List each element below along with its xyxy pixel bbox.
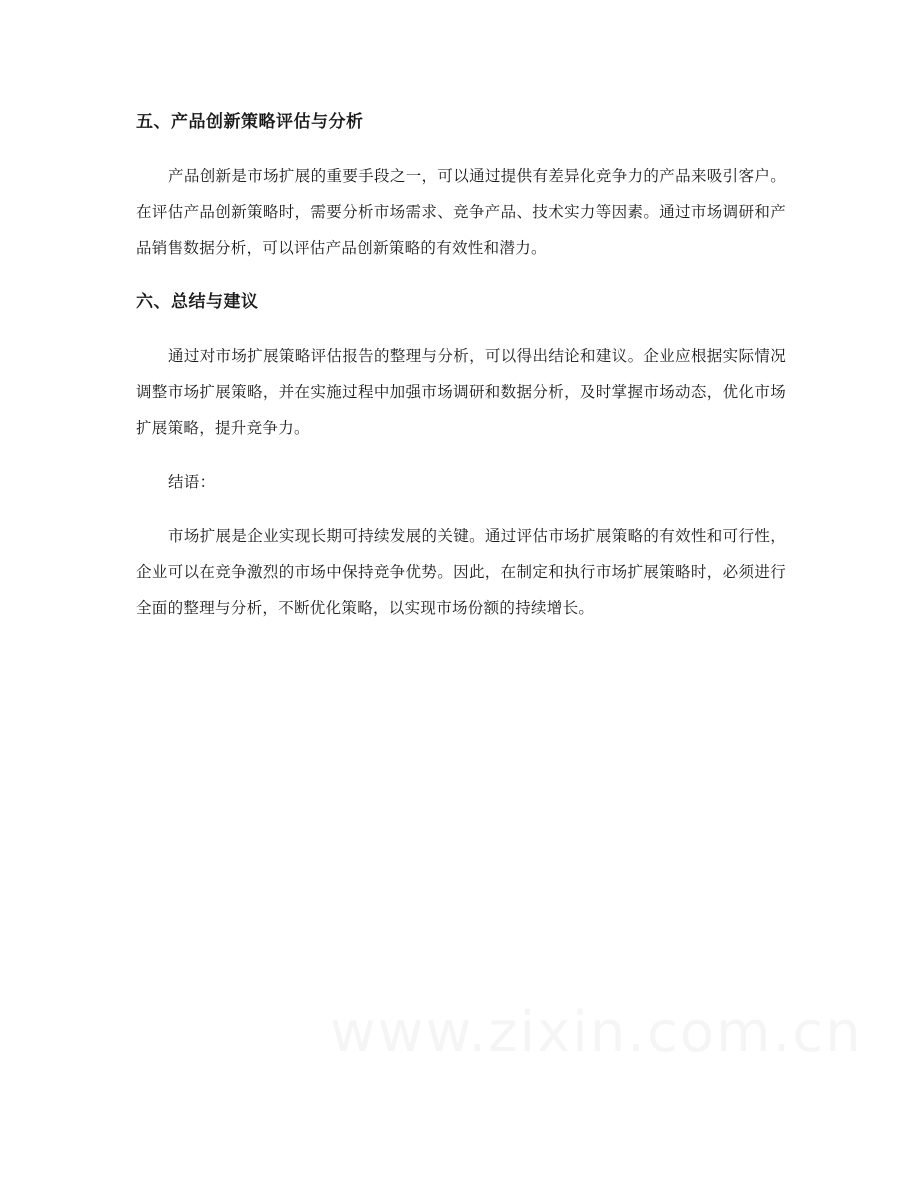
section-heading-6: 六、总结与建议 [136, 292, 259, 312]
section-6-paragraph: 通过对市场扩展策略评估报告的整理与分析，可以得出结论和建议。企业应根据实际情况调整市场扩展策略，并在实施过程中加强市场调研和数据分析，及时掌握市场动态，优化市场扩展策略，提升竞争力。 [136, 347, 786, 437]
watermark [330, 1000, 863, 1065]
document-body [136, 104, 786, 626]
conclusion-label: 结语： [168, 473, 216, 491]
section-heading-5: 五、产品创新策略评估与分析 [136, 112, 364, 132]
section-5-paragraph: 产品创新是市场扩展的重要手段之一，可以通过提供有差异化竞争力的产品来吸引客户。在评估产品创新策略时，需要分析市场需求、竞争产品、技术实力等因素。通过市场调研和产品销售数据分析，可以评估产品创新策略的有效性和潜力。 [136, 167, 786, 257]
conclusion-paragraph: 市场扩展是企业实现长期可持续发展的关键。通过评估市场扩展策略的有效性和可行性，企业可以在竞争激烈的市场中保持竞争优势。因此，在制定和执行市场扩展策略时，必须进行全面的整理与分析，不断优化策略，以实现市场份额的持续增长。 [136, 527, 786, 617]
